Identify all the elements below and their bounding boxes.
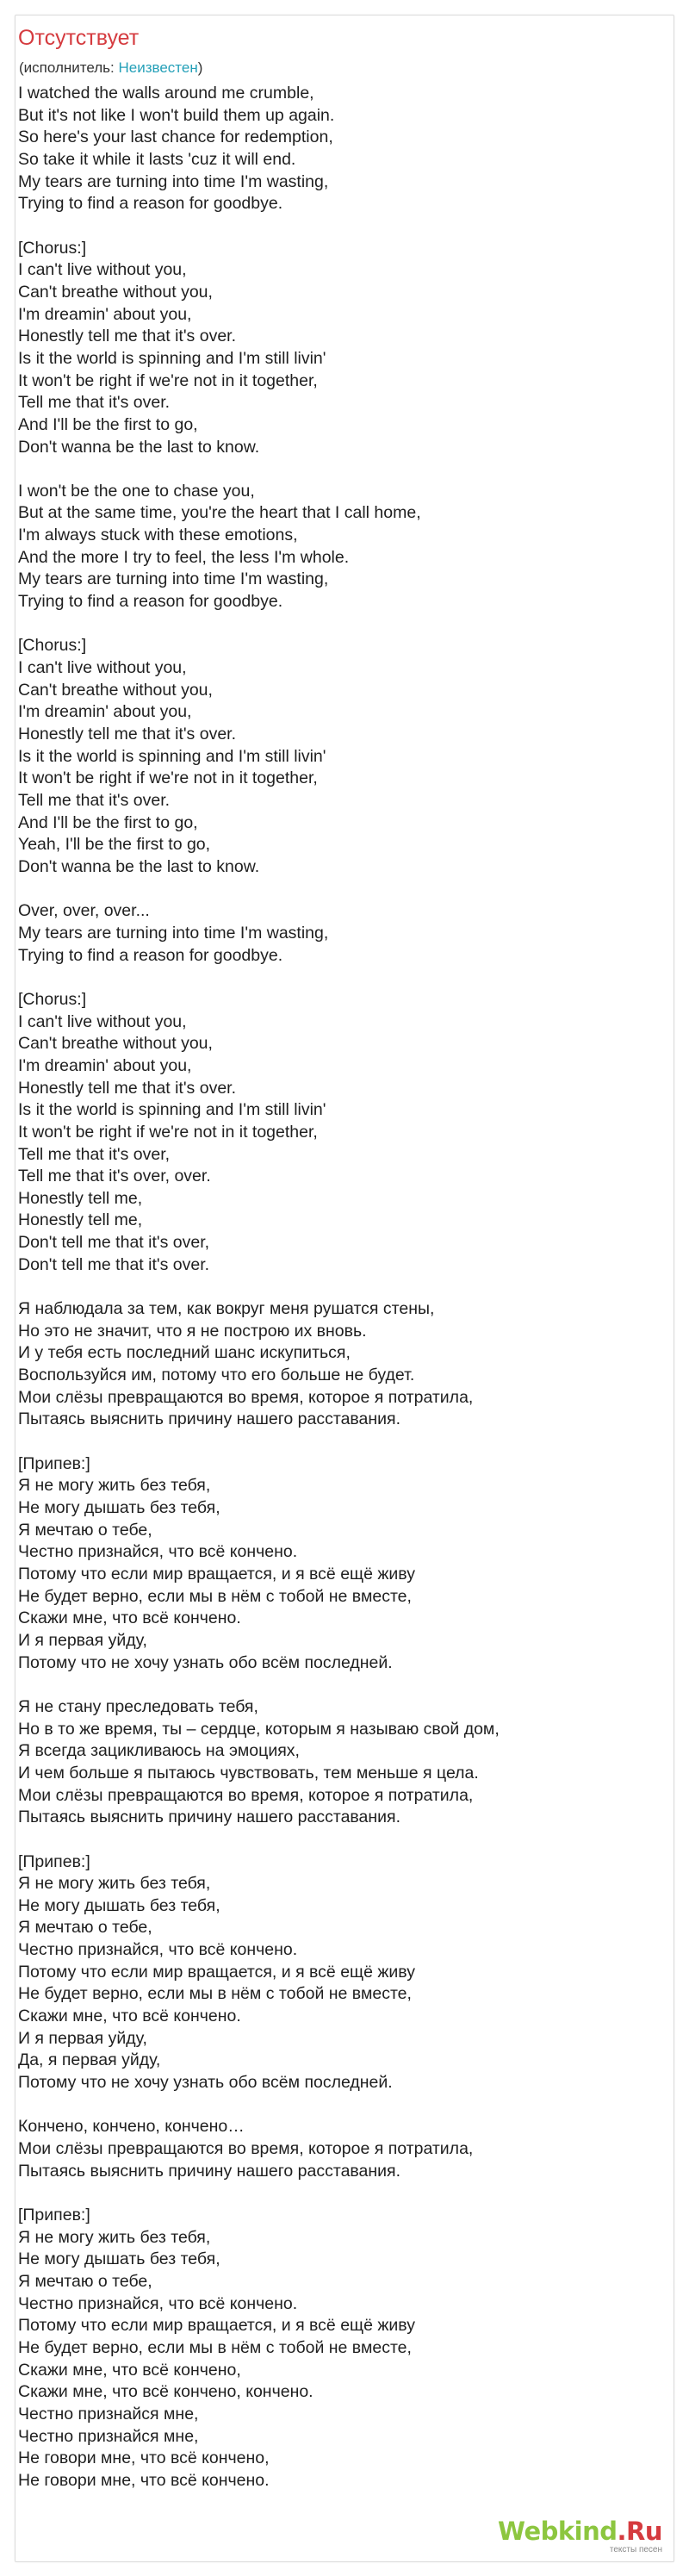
performer-suffix: ) — [197, 59, 203, 76]
logo-tagline: тексты песен — [609, 2545, 662, 2554]
performer-line — [19, 59, 202, 78]
song-title: Отсутствует — [18, 26, 140, 50]
artist-link[interactable]: Неизвестен — [118, 59, 198, 76]
webkind-logo[interactable] — [498, 2518, 662, 2555]
lyrics-text: I watched the walls around me crumble, But it's not like I won't build them up again. So here's your last chance for redemption, So take it while it lasts 'cuz it will end. My tears are turning into time I'm wasting, Trying to find a reason for goodbye. [Chorus:] I can't live without you, Can't breathe without you, I'm dreamin' about you, Honestly tell me that it's over. Is it the world is spinning and I'm still livin' It won't be right if we're not in it together, Tell me that it's over. And I'll be the first to go, Don't wanna be the last to know. I won't be the one to chase you, But at the same time, you're the heart that I call home, I'm always stuck with these emotions, And the more I try to feel, the less I'm whole. My tears are turning into time I'm wasting, Trying to find a reason for goodbye. [Chorus:] I can't live without you, Can't breathe without you, I'm dreamin' about you, Honestly tell me that it's over. Is it the world is spinning and I'm still livin' It won't be right if we're not in it together, Tell me that it's over. And I'll be the first to go, Yeah, I'll be the first to go, Don't wanna be the last to know. Over, over, over... My tears are turning into time I'm wasting, Trying to find a reason for goodbye. [Chorus:] I can't live without you, Can't breathe without you, I'm dreamin' about you, Honestly tell me that it's over. Is it the world is spinning and I'm still livin' It won't be right if we're not in it together, Tell me that it's over, Tell me that it's over, over. Honestly tell me, Honestly tell me, Don't tell me that it's over, Don't tell me that it's over. Я наблюдала за тем, как вокруг меня рушатся стены, Но это не значит, что я не построю их вновь. И у тебя есть последний шанс искупиться, Воспользуйся им, потому что его больше не будет. Мои слёзы превращаются во время, которое я потратила, Пытаясь выяснить причину нашего расставания. [Припев:] Я не могу жить без тебя, Не могу дышать без тебя, Я мечтаю о тебе, Честно признайся, что всё кончено. Потому что если мир вращается, и я всё ещё живу Не будет верно, если мы в нём с тобой не вместе, Скажи мне, что всё кончено. И я первая уйду, Потому что не хочу узнать обо всём последней. Я не стану преследовать тебя, Но в то же время, ты – сердце, которым я называю свой дом, Я всегда зацикливаюсь на эмоциях, И чем больше я пытаюсь чувствовать, тем меньше я цела. Мои слёзы превращаются во время, которое я потратила, Пытаясь выяснить причину нашего расставания. [Припев:] Я не могу жить без тебя, Не могу дышать без тебя, Я мечтаю о тебе, Честно признайся, что всё кончено. Потому что если мир вращается, и я всё ещё живу Не будет верно, если мы в нём с тобой не вместе, Скажи мне, что всё кончено. И я первая уйду, Да, я первая уйду, Потому что не хочу узнать обо всём последней. Кончено, кончено, кончено… Мои слёзы превращаются во время, которое я потратила, Пытаясь выяснить причину нашего расставания. [Припев:] Я не могу жить без тебя, Не могу дышать без тебя, Я мечтаю о тебе, Честно признайся, что всё кончено. Потому что если мир вращается, и я всё ещё живу Не будет верно, если мы в нём с тобой не вместе, Скажи мне, что всё кончено, Скажи мне, что всё кончено, кончено. Честно признайся мне, Честно признайся мне, Не говори мне, что всё кончено, Не говори мне, что всё кончено. — [18, 84, 500, 2490]
logo-name: Webkind — [497, 2517, 618, 2546]
logo-tld: .Ru — [617, 2517, 662, 2546]
logo-wordmark — [498, 2518, 662, 2544]
performer-prefix: (исполнитель: — [19, 59, 119, 76]
